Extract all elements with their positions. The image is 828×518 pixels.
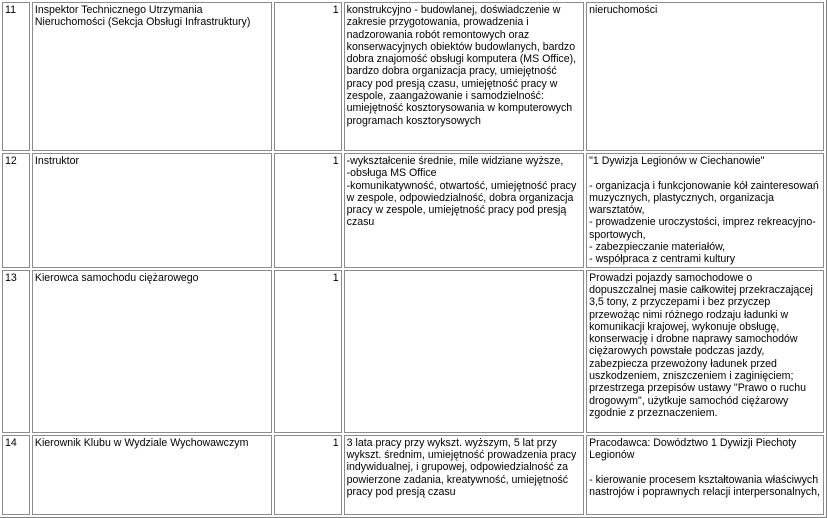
vacancy-count-cell: 1 [274,435,342,515]
requirements-line: dobra znajomość obsługi komputera (MS Office), [346,53,577,66]
requirements-line: konstrukcyjno - budowlanej, doświadczenie w [346,4,561,16]
position-name-line: Nieruchomości (Sekcja Obsługi Infrastruktury) [34,16,251,29]
table-row [2,270,824,433]
requirements-cell [344,270,584,433]
position-name-cell [32,435,272,515]
description-line: uszkodzeniem, zniszczeniem i zaginięciem; [589,370,794,383]
description-line: - zabezpieczanie materiałów, [589,241,726,254]
description-line: "1 Dywizja Legionów w Ciechanowie" [589,155,765,167]
description-line: Legionów [589,448,635,461]
row-number-cell: 13 [2,270,30,433]
row-number-cell: 12 [2,153,30,268]
position-name-line: Kierownik Klubu w Wydziale Wychowawczym [34,436,249,449]
description-line: przewożąc nimi różnego rodzaju ładunki w [589,308,789,321]
table-row [2,435,824,515]
description-line: 3,5 tony, z przyczepami i bez przyczep [589,296,771,309]
description-line: zabezpiecza przewożony ładunek przed [589,357,777,370]
vacancy-count-cell: 1 [274,153,342,268]
position-name-line: Kierowca samochodu ciężarowego [34,271,199,284]
requirements-line: w zespole, odpowiedzialność, dobra organizacja [346,191,574,204]
vacancy-count-cell: 1 [274,270,342,433]
description-line: nieruchomości [589,4,658,16]
description-line: dopuszczalnej masie całkowitej przekraczającej [589,283,813,296]
description-line [589,461,821,473]
description-line: warsztatów, [589,204,645,217]
description-line: Pracodawca: Dowództwo 1 Dywizji Piechoty [589,436,797,449]
requirements-cell [344,2,584,151]
requirements-line: 3 lata pracy przy wykszt. wyższym, 5 lat przy [346,436,557,449]
description-line: - organizacja i funkcjonowanie kół zainteresowań [589,179,819,192]
description-line: przestrzega przepisów ustawy "Prawo o ruchu [589,382,807,395]
description-cell [586,270,824,433]
requirements-line: programach kosztorysowych [346,114,481,127]
requirements-line: -komunikatywność, otwartość, umiejętność pracy [346,179,577,192]
description-line: konserwację i drobne naprawy samochodów [589,333,798,346]
requirements-line: -obsługa MS Office [346,167,437,180]
position-name-cell [32,2,272,151]
requirements-line: umiejętność kosztorysowania w komputerowych [346,102,573,115]
table-row [2,2,824,151]
description-line: - kierowanie procesem kształtowania właściwych [589,473,819,486]
requirements-line: powierzone zadania, kreatywność, umiejętność [346,473,569,486]
description-line: nastrojów i poprawnych relacji interpersonalnych, [589,485,820,498]
description-cell [586,153,824,268]
requirements-cell [344,435,584,515]
requirements-line: wykszt. średnim, umiejętność prowadzenia pracy [346,448,577,461]
row-number-cell: 14 [2,435,30,515]
description-line: drogowym", użytkuje samochód ciężarowy [589,394,789,407]
requirements-line: pracy pod presją czasu, umiejętność pracy w [346,77,558,90]
position-name-cell [32,270,272,433]
requirements-line: -wykształcenie średnie, mile widziane wyższe, [346,155,564,167]
description-cell [586,435,824,515]
requirements-line: zespole, zaangażowanie i samodzielność: [346,90,544,103]
description-cell [586,2,824,151]
description-line: zgodnie z przeznaczeniem. [589,406,718,419]
requirements-line: czasu [346,216,375,229]
vacancy-count-cell: 1 [274,2,342,151]
description-line: muzycznych, plastycznych, organizacja [589,191,774,204]
position-name-cell [32,153,272,268]
position-name-line: Inspektor Technicznego Utrzymania [34,4,203,16]
requirements-line: zakresie przygotowania, prowadzenia i [346,16,529,29]
table-row [2,153,824,268]
requirements-cell [344,153,584,268]
description-line [589,167,821,179]
requirements-line: pracy pod presją czasu [346,485,456,498]
position-name-line: Instruktor [34,155,80,167]
requirements-line: konserwacyjnych obiektów budowlanych, bardzo [346,40,576,53]
row-number-cell: 11 [2,2,30,151]
requirements-line: nadzorowania robót remontowych oraz [346,28,530,41]
description-line: - współpraca z centrami kultury [589,253,736,266]
requirements-line: indywidualnej, i grupowej, odpowiedzialność za [346,461,569,474]
description-line: Prowadzi pojazdy samochodowe o [589,271,753,284]
description-line: sportowych, [589,228,646,241]
description-line: komunikacji krajowej, wykonuje obsługę, [589,320,780,333]
requirements-line: bardzo dobra organizacja pracy, umiejętność [346,65,557,78]
description-line: - prowadzenie uroczystości, imprez rekreacyjno- [589,216,816,229]
description-line: ciężarowych powstałe podczas jazdy, [589,345,765,358]
requirements-line: pracy w zespole, umiejętność pracy pod presją [346,204,567,217]
